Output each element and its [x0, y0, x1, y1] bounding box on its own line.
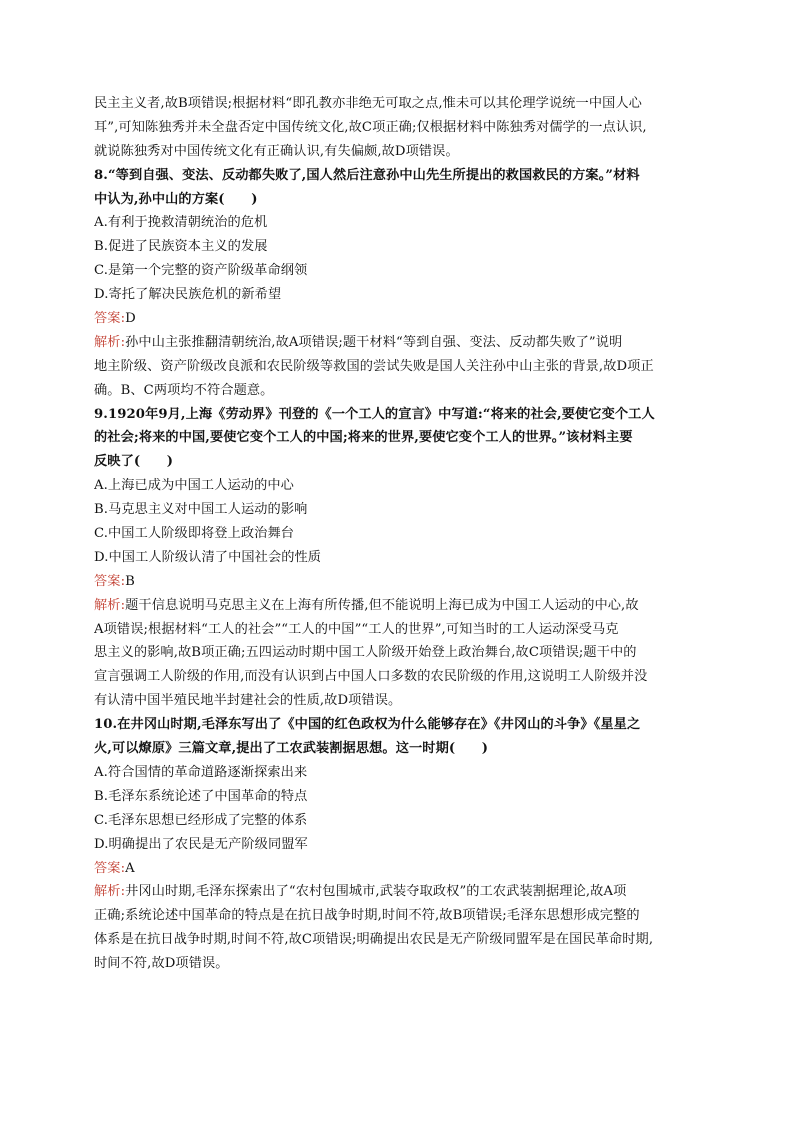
- question-stem-line: 8.“等到自强、变法、反动都失败了,国人然后注意孙中山先生所提出的救国救民的方案。”材料: [94, 167, 640, 183]
- option-d: D.中国工人阶级认清了中国社会的性质: [94, 549, 322, 565]
- answer-label: 答案:: [94, 573, 126, 589]
- question-8: [94, 164, 706, 403]
- analysis-line: 思主义的影响,故B项正确;五四运动时期中国工人阶级开始登上政治舞台,故C项错误;题干中的: [94, 645, 637, 661]
- answer-line: [94, 570, 706, 594]
- answer-label: 答案:: [94, 311, 126, 327]
- answer-line: [94, 857, 706, 881]
- answer-line: [94, 307, 706, 331]
- option-d: D.明确提出了农民是无产阶级同盟军: [94, 836, 308, 852]
- analysis-line: 时间不符,故D项错误。: [94, 956, 229, 972]
- option-d: D.寄托了解决民族危机的新希望: [94, 287, 282, 303]
- analysis-text: 孙中山主张推翻清朝统治,故A项错误;题干材料“等到自强、变法、反动都失败了”说明: [125, 334, 623, 350]
- answer-value: B: [125, 573, 135, 589]
- option-a: A.符合国情的革命道路逐渐探索出来: [94, 764, 308, 780]
- answer-value: D: [125, 311, 136, 327]
- document-body: [94, 92, 706, 976]
- question-stem-line: 9.1920年9月,上海《劳动界》刊登的《一个工人的宣言》中写道:“将来的社会,要使它变个工人: [94, 406, 655, 422]
- question-stem-line: 反映了( ): [94, 454, 174, 470]
- text-line: 民主主义者,故B项错误;根据材料“即孔教亦非绝无可取之点,惟未可以其伦理学说统一中国人心: [94, 96, 642, 111]
- analysis-text: 题干信息说明马克思主义在上海有所传播,但不能说明上海已成为中国工人运动的中心,故: [125, 597, 639, 613]
- analysis-text: 井冈山时期,毛泽东探索出了“农村包围城市,武装夺取政权”的工农武装割据理论,故A项: [125, 884, 627, 900]
- analysis-line: A项错误;根据材料“工人的社会”“工人的中国”“工人的世界”,可知当时的工人运动深受马克: [94, 621, 619, 637]
- option-b: B.促进了民族资本主义的发展: [94, 239, 268, 255]
- option-b: B.马克思主义对中国工人运动的影响: [94, 502, 308, 518]
- text-line: 耳”,可知陈独秀并未全盘否定中国传统文化,故C项正确;仅根据材料中陈独秀对儒学的一点认识,: [94, 119, 647, 135]
- analysis-line: 正确;系统论述中国革命的特点是在抗日战争时期,时间不符,故B项错误;毛泽东思想形成完整的: [94, 908, 640, 924]
- option-a: A.有利于挽救清朝统治的危机: [94, 215, 268, 231]
- text-line: 就说陈独秀对中国传统文化有正确认识,有失偏颇,故D项错误。: [94, 143, 459, 159]
- question-10: [94, 713, 706, 976]
- analysis-line: 宣言强调工人阶级的作用,而没有认识到占中国人口多数的农民阶级的作用,这说明工人阶级并没: [94, 669, 648, 685]
- intro-paragraph: [94, 92, 706, 164]
- analysis-line: 确。B、C两项均不符合题意。: [94, 382, 274, 398]
- analysis-line: [94, 331, 706, 355]
- question-stem-line: 10.在井冈山时期,毛泽东写出了《中国的红色政权为什么能够存在》《井冈山的斗争》《星星之: [94, 717, 641, 733]
- answer-label: 答案:: [94, 860, 126, 876]
- analysis-line: 地主阶级、资产阶级改良派和农民阶级等救国的尝试失败是国人关注孙中山主张的背景,故D项正: [94, 358, 654, 374]
- analysis-line: 有认清中国半殖民地半封建社会的性质,故D项错误。: [94, 693, 402, 709]
- question-stem-line: 的社会;将来的中国,要使它变个工人的中国;将来的世界,要使它变个工人的世界。”该材料主要: [94, 430, 633, 446]
- answer-value: A: [125, 860, 135, 876]
- analysis-label: 解析:: [94, 334, 126, 350]
- option-b: B.毛泽东系统论述了中国革命的特点: [94, 788, 308, 804]
- analysis-line: 体系是在抗日战争时期,时间不符,故C项错误;明确提出农民是无产阶级同盟军是在国民革命时期,: [94, 932, 654, 948]
- option-c: C.中国工人阶级即将登上政治舞台: [94, 526, 295, 542]
- question-stem-line: 中认为,孙中山的方案( ): [94, 191, 258, 207]
- analysis-label: 解析:: [94, 884, 126, 900]
- analysis-line: [94, 880, 706, 904]
- analysis-label: 解析:: [94, 597, 126, 613]
- option-c: C.是第一个完整的资产阶级革命纲领: [94, 263, 308, 279]
- question-stem-line: 火,可以燎原》三篇文章,提出了工农武装割据思想。这一时期( ): [94, 741, 489, 757]
- question-9: [94, 403, 706, 714]
- analysis-line: [94, 594, 706, 618]
- option-c: C.毛泽东思想已经形成了完整的体系: [94, 812, 308, 828]
- option-a: A.上海已成为中国工人运动的中心: [94, 478, 294, 494]
